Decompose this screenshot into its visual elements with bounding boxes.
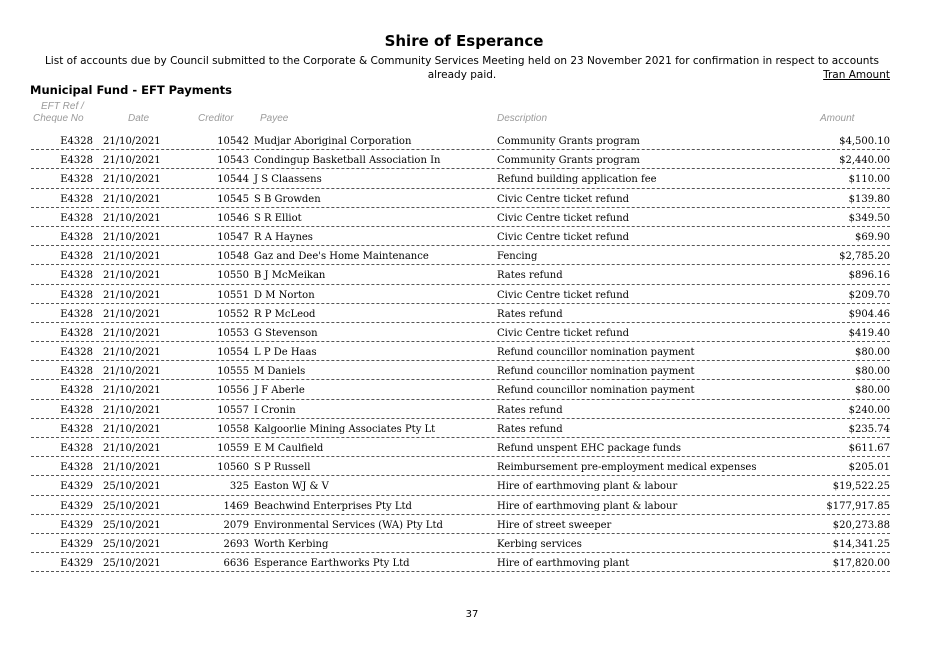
row-description: Refund councillor nomination payment <box>497 385 695 397</box>
row-amount: $177,917.85 <box>826 500 890 512</box>
table-row <box>31 227 890 246</box>
row-payee: L P De Haas <box>254 347 317 359</box>
row-ref: E4329 <box>60 500 93 512</box>
row-ref: E4328 <box>60 385 93 397</box>
row-date: 25/10/2021 <box>103 538 161 550</box>
column-header-date: Date <box>128 113 150 124</box>
row-amount: $896.16 <box>848 270 890 282</box>
row-amount: $80.00 <box>855 347 890 359</box>
row-payee: B J McMeikan <box>254 270 326 282</box>
row-creditor: 10550 <box>217 270 249 282</box>
row-description: Rates refund <box>497 423 563 435</box>
table-row <box>31 419 890 438</box>
row-amount: $205.01 <box>848 462 890 474</box>
table-row <box>31 265 890 284</box>
row-description: Civic Centre ticket refund <box>497 212 630 224</box>
row-date: 21/10/2021 <box>103 270 161 282</box>
table-row <box>31 553 890 572</box>
row-description: Community Grants program <box>497 136 640 147</box>
table-row <box>31 515 890 534</box>
table-row <box>31 285 890 304</box>
row-ref: E4328 <box>60 462 93 474</box>
row-ref: E4328 <box>60 366 93 378</box>
table-row <box>31 476 890 495</box>
row-payee: S P Russell <box>254 462 311 474</box>
row-payee: Beachwind Enterprises Pty Ltd <box>254 500 412 512</box>
row-payee: Condingup Basketball Association In <box>254 155 441 167</box>
row-creditor: 2693 <box>223 538 249 550</box>
row-creditor: 10545 <box>217 193 249 205</box>
row-payee: Mudjar Aboriginal Corporation <box>254 136 412 147</box>
row-amount: $80.00 <box>855 385 890 397</box>
row-payee: D M Norton <box>254 289 315 301</box>
report-subtitle: List of accounts due by Council submitted to the Corporate & Community Services Meeting held on 23 November 2021 for confirmation in respect to accounts already paid. <box>44 55 880 81</box>
row-amount: $17,820.00 <box>832 558 890 570</box>
row-description: Refund councillor nomination payment <box>497 366 695 378</box>
row-date: 21/10/2021 <box>103 423 161 435</box>
row-amount: $69.90 <box>855 231 890 243</box>
row-amount: $349.50 <box>848 212 890 224</box>
row-amount: $139.80 <box>848 193 890 205</box>
row-creditor: 10551 <box>217 289 249 301</box>
row-ref: E4328 <box>60 212 93 224</box>
row-date: 21/10/2021 <box>103 443 161 454</box>
row-amount: $80.00 <box>855 366 890 378</box>
column-header-creditor: Creditor <box>198 113 234 124</box>
row-date: 21/10/2021 <box>103 136 161 147</box>
row-payee: Gaz and Dee's Home Maintenance <box>254 251 429 263</box>
row-date: 25/10/2021 <box>103 519 161 531</box>
row-date: 25/10/2021 <box>103 558 161 570</box>
row-description: Rates refund <box>497 308 563 320</box>
row-date: 21/10/2021 <box>103 385 161 397</box>
row-date: 21/10/2021 <box>103 404 161 416</box>
row-payee: Easton WJ & V <box>254 481 329 493</box>
row-creditor: 10559 <box>217 443 249 454</box>
row-payee: S R Elliot <box>254 212 302 224</box>
row-ref: E4328 <box>60 193 93 205</box>
row-ref: E4328 <box>60 404 93 416</box>
row-creditor: 10546 <box>217 212 249 224</box>
row-ref: E4328 <box>60 174 93 186</box>
row-creditor: 10544 <box>217 174 249 186</box>
row-description: Community Grants program <box>497 155 640 167</box>
row-creditor: 10552 <box>217 308 249 320</box>
row-ref: E4328 <box>60 443 93 454</box>
row-description: Refund unspent EHC package funds <box>497 443 682 454</box>
row-description: Civic Centre ticket refund <box>497 327 630 339</box>
row-ref: E4329 <box>60 481 93 493</box>
row-payee: S B Growden <box>254 193 321 205</box>
table-row <box>31 169 890 188</box>
row-payee: Environmental Services (WA) Pty Ltd <box>254 519 443 531</box>
row-creditor: 10560 <box>217 462 249 474</box>
row-date: 21/10/2021 <box>103 231 161 243</box>
row-payee: M Daniels <box>254 366 306 378</box>
row-date: 21/10/2021 <box>103 174 161 186</box>
table-row <box>31 304 890 323</box>
row-payee: Worth Kerbing <box>254 538 329 550</box>
row-description: Hire of earthmoving plant & labour <box>497 481 678 493</box>
row-amount: $419.40 <box>848 327 890 339</box>
row-ref: E4328 <box>60 289 93 301</box>
row-description: Refund building application fee <box>497 174 657 186</box>
tran-amount-label: Tran Amount <box>823 69 890 81</box>
row-creditor: 10556 <box>217 385 249 397</box>
row-description: Fencing <box>497 251 538 263</box>
row-payee: E M Caulfield <box>254 443 324 454</box>
page-title: Shire of Esperance <box>384 32 544 50</box>
row-creditor: 10555 <box>217 366 249 378</box>
table-row <box>31 457 890 476</box>
column-header-description: Description <box>497 113 548 124</box>
row-description: Civic Centre ticket refund <box>497 193 630 205</box>
table-row <box>31 438 890 457</box>
row-creditor: 10553 <box>217 327 249 339</box>
row-payee: R A Haynes <box>254 231 313 243</box>
row-creditor: 2079 <box>223 519 249 531</box>
row-ref: E4328 <box>60 347 93 359</box>
section-title: Municipal Fund - EFT Payments <box>30 83 233 97</box>
table-row <box>31 189 890 208</box>
row-payee: I Cronin <box>254 404 296 416</box>
row-date: 21/10/2021 <box>103 366 161 378</box>
row-creditor: 10558 <box>217 423 249 435</box>
column-header-payee: Payee <box>260 113 289 124</box>
row-ref: E4328 <box>60 327 93 339</box>
table-row <box>31 400 890 419</box>
row-amount: $4,500.10 <box>839 136 890 147</box>
row-amount: $611.67 <box>848 443 890 454</box>
row-date: 25/10/2021 <box>103 500 161 512</box>
column-header-ref-line1: EFT Ref / <box>41 101 84 112</box>
page-number: 37 <box>465 609 479 620</box>
row-creditor: 10542 <box>217 136 249 147</box>
row-ref: E4329 <box>60 538 93 550</box>
row-payee: Kalgoorlie Mining Associates Pty Lt <box>254 423 436 435</box>
row-description: Hire of earthmoving plant & labour <box>497 500 678 512</box>
table-row <box>31 380 890 399</box>
row-description: Kerbing services <box>497 538 582 550</box>
row-date: 21/10/2021 <box>103 155 161 167</box>
row-payee: G Stevenson <box>254 327 318 339</box>
row-ref: E4328 <box>60 270 93 282</box>
row-amount: $110.00 <box>848 174 890 186</box>
payments-table <box>31 131 890 572</box>
row-date: 21/10/2021 <box>103 327 161 339</box>
row-payee: J F Aberle <box>254 385 305 397</box>
row-ref: E4328 <box>60 155 93 167</box>
row-creditor: 10557 <box>217 404 249 416</box>
row-ref: E4328 <box>60 231 93 243</box>
row-amount: $209.70 <box>848 289 890 301</box>
row-creditor: 6636 <box>223 558 249 570</box>
row-description: Civic Centre ticket refund <box>497 289 630 301</box>
row-creditor: 10543 <box>217 155 249 167</box>
row-amount: $14,341.25 <box>832 538 890 550</box>
row-description: Rates refund <box>497 404 563 416</box>
row-payee: J S Claassens <box>254 174 322 186</box>
table-row <box>31 208 890 227</box>
row-payee: R P McLeod <box>254 308 316 320</box>
row-ref: E4328 <box>60 423 93 435</box>
table-row <box>31 534 890 553</box>
row-creditor: 10547 <box>217 231 249 243</box>
row-amount: $19,522.25 <box>832 481 890 493</box>
row-amount: $2,785.20 <box>839 251 890 263</box>
row-description: Hire of street sweeper <box>497 519 612 531</box>
row-date: 25/10/2021 <box>103 481 161 493</box>
row-date: 21/10/2021 <box>103 347 161 359</box>
row-amount: $904.46 <box>848 308 890 320</box>
row-amount: $2,440.00 <box>839 155 890 167</box>
table-row <box>31 246 890 265</box>
row-date: 21/10/2021 <box>103 193 161 205</box>
table-row <box>31 150 890 169</box>
row-ref: E4329 <box>60 519 93 531</box>
row-description: Refund councillor nomination payment <box>497 347 695 359</box>
table-row <box>31 131 890 150</box>
row-date: 21/10/2021 <box>103 308 161 320</box>
row-description: Civic Centre ticket refund <box>497 231 630 243</box>
row-payee: Esperance Earthworks Pty Ltd <box>254 558 410 570</box>
table-row <box>31 323 890 342</box>
row-amount: $235.74 <box>848 423 890 435</box>
row-description: Rates refund <box>497 270 563 282</box>
row-ref: E4328 <box>60 308 93 320</box>
row-creditor: 1469 <box>223 500 249 512</box>
column-header-amount: Amount <box>820 113 855 124</box>
row-description: Reimbursement pre-employment medical expenses <box>497 462 757 474</box>
table-row <box>31 342 890 361</box>
row-date: 21/10/2021 <box>103 462 161 474</box>
row-description: Hire of earthmoving plant <box>497 558 630 570</box>
column-header-ref-line2: Cheque No <box>33 113 84 124</box>
row-ref: E4328 <box>60 251 93 263</box>
row-date: 21/10/2021 <box>103 212 161 224</box>
table-row <box>31 496 890 515</box>
row-creditor: 10554 <box>217 347 249 359</box>
row-creditor: 10548 <box>217 251 249 263</box>
row-date: 21/10/2021 <box>103 289 161 301</box>
row-date: 21/10/2021 <box>103 251 161 263</box>
row-ref: E4328 <box>60 136 93 147</box>
row-amount: $20,273.88 <box>832 519 890 531</box>
table-row <box>31 361 890 380</box>
row-creditor: 325 <box>229 481 249 493</box>
row-amount: $240.00 <box>848 404 890 416</box>
row-ref: E4329 <box>60 558 93 570</box>
